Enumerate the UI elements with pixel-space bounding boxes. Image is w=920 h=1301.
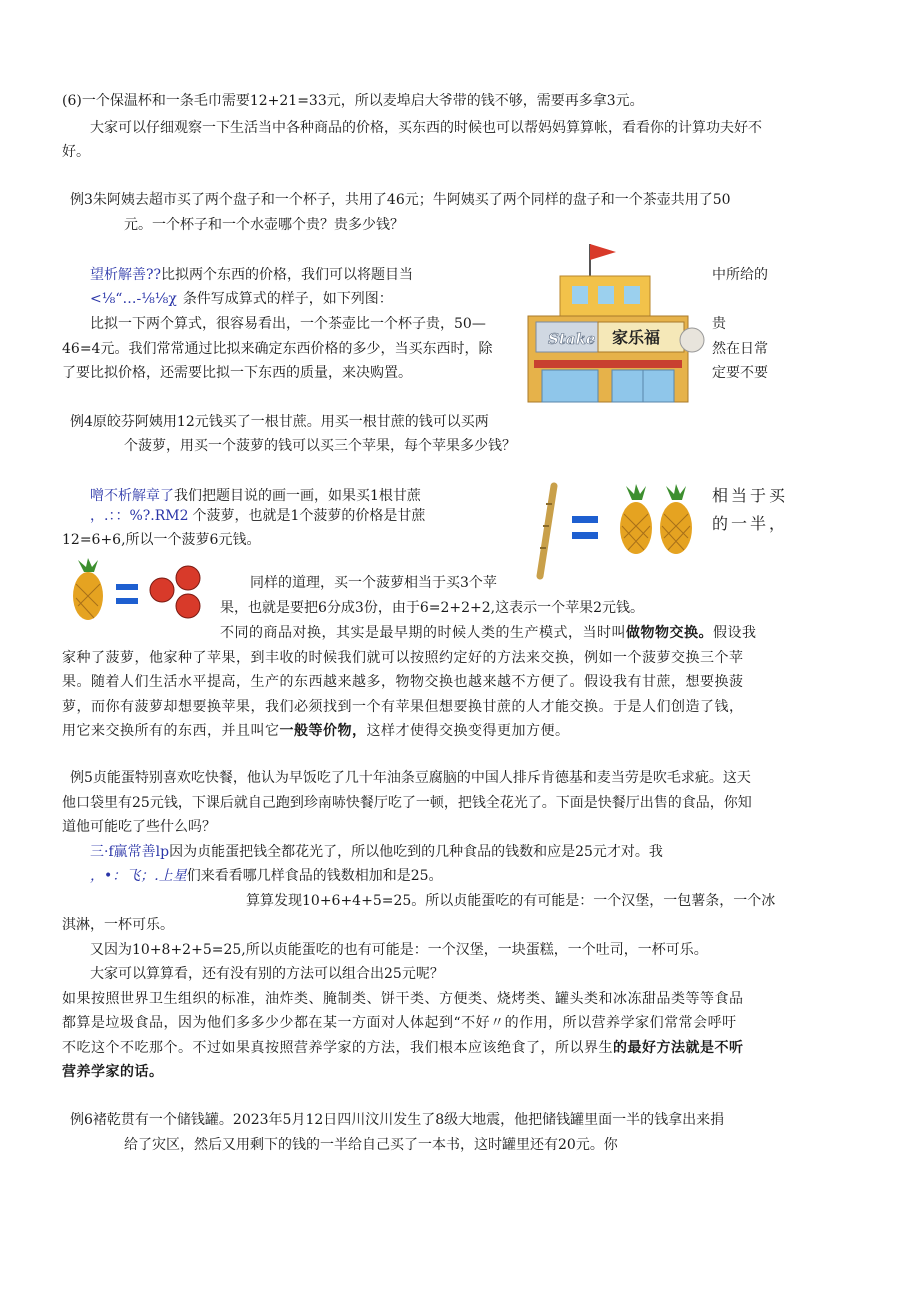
line-6: (6)一个保温杯和一条毛巾需要12+21=33元，所以麦埠启大爷带的钱不够，需要再多拿3元。 <box>62 93 644 109</box>
example-6-line-1: 例6褚乾贯有一个储钱罐。2023年5月12日四川汶川发生了8级大地震，他把储钱罐里面一半的钱拿出来捐 <box>70 1112 725 1128</box>
equals-icon <box>572 516 598 523</box>
analysis-5-line-6: 大家可以算算看，还有没有别的方法可以组合出25元呢？ <box>90 966 444 982</box>
store-sign-en: Stake <box>548 330 596 348</box>
analysis-5-line-5: 又因为10+8+2+5=25,所以贞能蛋吃的也有可能是：一个汉堡，一块蛋糕，一个吐司，一杯可乐。 <box>90 942 708 958</box>
analysis-4-line-5: 果，也就是要把6分成3份，由于6=2+2+2,这表示一个苹果2元钱。 <box>220 600 644 616</box>
analysis-5-line-2: ，•：飞；.上星们来看看哪几样食品的钱数相加和是25。 <box>90 868 443 884</box>
apple-icon <box>150 578 174 602</box>
store-sign-cn: 家乐福 <box>612 328 661 347</box>
example-4-line-2: 个菠萝，用买一个菠萝的钱可以买三个苹果，每个苹果多少钱？ <box>124 438 516 454</box>
analysis-3-line-4-right: 然在日常 <box>712 341 768 357</box>
junkfood-line-2: 都算是垃圾食品，因为他们多多少少都在某一方面对人体起到“不好〃的作用，所以营养学家们常常会呼吁 <box>62 1015 737 1031</box>
analysis-3-line-1-right: 中所给的 <box>712 267 768 283</box>
flag-icon <box>590 244 616 260</box>
analysis-5-line-1: 三·f赢常善lp因为贞能蛋把钱全都花光了，所以他吃到的几种食品的钱数和应是25元才对。我 <box>90 844 663 860</box>
analysis-4-line-3: 12=6+6,所以一个菠萝6元钱。 <box>62 532 261 548</box>
analysis-3-line-3: 比拟一下两个算式，很容易看出，一个茶壶比一个杯子贵，50— <box>90 316 486 332</box>
example-3-line-1: 例3朱阿姨去超市买了两个盘子和一个杯子，共用了46元；牛阿姨买了两个同样的盘子和一个茶壶共用了50 <box>70 192 731 208</box>
analysis-4-line-1-right: 相当于买 <box>712 486 789 505</box>
barter-line-1: 不同的商品对换，其实是最早期的时候人类的生产模式，当时叫做物物交换。假设我 <box>220 625 757 641</box>
barter-line-4: 萝，而你有菠萝却想要换苹果，我们必须找到一个有苹果但想要换甘蔗的人才能交换。于是人们创造了钱， <box>62 699 744 715</box>
equals-icon <box>116 584 138 590</box>
analysis-4-line-4: 同样的道理，买一个菠萝相当于买3个苹 <box>250 575 497 591</box>
analysis-5-line-3: 算算发现10+6+4+5=25。所以贞能蛋吃的有可能是：一个汉堡，一包薯条，一个冰 <box>246 893 776 909</box>
sugarcane-equals-pineapples <box>532 482 702 580</box>
pineapple-icon <box>620 484 652 554</box>
barter-line-2: 家种了菠萝，他家种了苹果，到丰收的时候我们就可以按照约定好的方法来交换，例如一个菠萝交换三个苹 <box>62 650 744 666</box>
example-5-line-2: 他口袋里有25元钱，下课后就自己跑到珍南哧快餐厅吃了一顿，把钱全花光了。下面是快餐厅出售的食品，你知 <box>62 795 752 811</box>
example-3-line-2: 元。一个杯子和一个水壶哪个贵？贵多少钱？ <box>124 217 404 233</box>
analysis-3-line-4: 46=4元。我们常常通过比拟来确定东西价格的多少，当买东西时，除 <box>62 341 493 357</box>
apple-icon <box>176 594 200 618</box>
supermarket-illustration <box>520 238 710 406</box>
advice-line-1: 大家可以仔细观察一下生活当中各种商品的价格，买东西的时候也可以帮妈妈算算帐，看看你的计算功夫好不 <box>90 120 762 136</box>
example-5-line-3: 道他可能吃了些什么吗？ <box>62 819 216 835</box>
analysis-5-line-4: 淇淋，一杯可乐。 <box>62 917 174 933</box>
example-6-line-2: 给了灾区，然后又用剩下的钱的一半给自己买了一本书，这时罐里还有20元。你 <box>124 1137 618 1153</box>
example-5-line-1: 例5贞能蛋特别喜欢吃快餐，他认为早饭吃了几十年油条豆腐脑的中国人排斥肯德基和麦当劳是吹毛求疵。这天 <box>70 770 751 786</box>
analysis-3-line-3-right: 贵 <box>712 316 726 332</box>
pineapple-icon <box>660 484 692 554</box>
example-4-line-1: 例4原皎芬阿姨用12元钱买了一根甘蔗。用买一根甘蔗的钱可以买两 <box>70 414 489 430</box>
analysis-3-line-1: 望析解善??比拟两个东西的价格，我们可以将题目当 <box>90 267 414 283</box>
junkfood-line-1: 如果按照世界卫生组织的标准，油炸类、腌制类、饼干类、方便类、烧烤类、罐头类和冰冻甜品类等等食品 <box>62 991 744 1007</box>
analysis-label: 望析解善?? <box>90 267 162 283</box>
advice-line-2: 好。 <box>62 144 90 160</box>
junkfood-line-4: 营养学家的话。 <box>62 1064 164 1080</box>
apple-icon <box>176 566 200 590</box>
pineapple-icon <box>73 558 103 620</box>
analysis-3-line-5: 了要比拟价格，还需要比拟一下东西的质量，来决购置。 <box>62 365 412 381</box>
barter-line-5: 用它来交换所有的东西，并且叫它一般等价物，这样才使得交换变得更加方便。 <box>62 723 570 739</box>
analysis-4-line-1: 噌不析解章了我们把题目说的画一画，如果买1根甘蔗 <box>90 488 421 504</box>
analysis-3-line-2: <⅛“…-⅛⅛χ 条件写成算式的样子，如下列图： <box>90 291 393 307</box>
analysis-3-line-5-right: 定要不要 <box>712 365 768 381</box>
junkfood-line-3: 不吃这个不吃那个。不过如果真按照营养学家的方法，我们根本应该绝食了，所以界生的最好方法就是不听 <box>62 1040 744 1056</box>
barter-line-3: 果。随着人们生活水平提高，生产的东西越来越多，物物交换也越来越不方便了。假设我有甘蔗，想要换菠 <box>62 674 744 690</box>
analysis-4-line-2-right: 的一半， <box>712 514 789 533</box>
sugarcane-icon <box>540 486 554 576</box>
analysis-4-line-2: ，.：：%?.RM2 个菠萝，也就是1个菠萝的价格是甘蔗 <box>90 508 426 524</box>
pineapple-equals-apples <box>64 558 214 624</box>
